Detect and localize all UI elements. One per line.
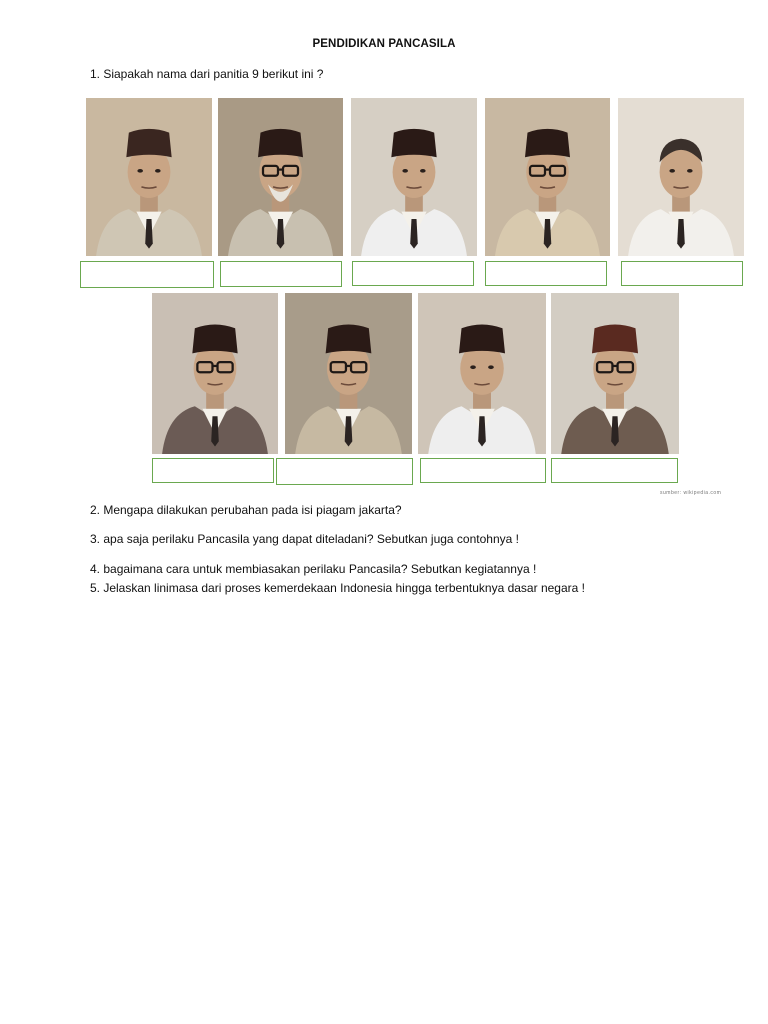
peci-hat xyxy=(525,129,570,157)
portrait-photo-9 xyxy=(551,293,679,454)
necktie xyxy=(410,219,418,249)
photo-credit: sumber: wikipedia.com xyxy=(660,490,722,496)
answer-box-8[interactable] xyxy=(420,458,546,483)
answer-box-6[interactable] xyxy=(152,458,274,483)
right-eye xyxy=(488,365,494,369)
left-eye xyxy=(470,365,476,369)
document-title: PENDIDIKAN PANCASILA xyxy=(312,38,456,50)
question-2: 2. Mengapa dilakukan perubahan pada isi piagam jakarta? xyxy=(90,503,402,517)
portrait-photo-1 xyxy=(86,98,212,256)
answer-box-3[interactable] xyxy=(352,261,474,286)
necktie xyxy=(478,416,486,446)
peci-hat xyxy=(326,324,372,353)
necktie xyxy=(145,219,153,249)
left-eye xyxy=(402,169,408,173)
left-eye xyxy=(669,169,675,173)
right-eye xyxy=(420,169,426,173)
answer-box-1[interactable] xyxy=(80,261,214,288)
portrait-photo-2 xyxy=(218,98,343,256)
left-eye xyxy=(137,169,143,173)
right-eye xyxy=(155,169,161,173)
question-5: 5. Jelaskan linimasa dari proses kemerdekaan Indonesia hingga terbentuknya dasar negara ! xyxy=(90,581,585,595)
necktie xyxy=(277,219,285,249)
question-4: 4. bagaimana cara untuk membiasakan perilaku Pancasila? Sebutkan kegiatannya ! xyxy=(90,562,537,576)
peci-hat xyxy=(459,324,505,353)
portrait-photo-3 xyxy=(351,98,477,256)
portrait-photo-6 xyxy=(152,293,278,454)
necktie xyxy=(211,416,219,446)
portrait-photo-4 xyxy=(485,98,610,256)
right-eye xyxy=(687,169,693,173)
answer-box-5[interactable] xyxy=(621,261,743,286)
portrait-photo-7 xyxy=(285,293,412,454)
necktie xyxy=(677,219,685,249)
question-1: 1. Siapakah nama dari panitia 9 berikut ini ? xyxy=(90,67,324,81)
portrait-photo-5 xyxy=(618,98,744,256)
portrait-photo-8 xyxy=(418,293,546,454)
answer-box-9[interactable] xyxy=(551,458,678,483)
peci-hat xyxy=(258,129,303,157)
peci-hat xyxy=(391,129,436,157)
necktie xyxy=(611,416,619,446)
peci-hat xyxy=(592,324,638,353)
question-3: 3. apa saja perilaku Pancasila yang dapat diteladani? Sebutkan juga contohnya ! xyxy=(90,532,519,546)
answer-box-4[interactable] xyxy=(485,261,607,286)
peci-hat xyxy=(192,324,237,353)
necktie xyxy=(544,219,552,249)
peci-hat xyxy=(126,129,171,157)
answer-box-7[interactable] xyxy=(276,458,413,485)
answer-box-2[interactable] xyxy=(220,261,342,287)
necktie xyxy=(345,416,353,446)
